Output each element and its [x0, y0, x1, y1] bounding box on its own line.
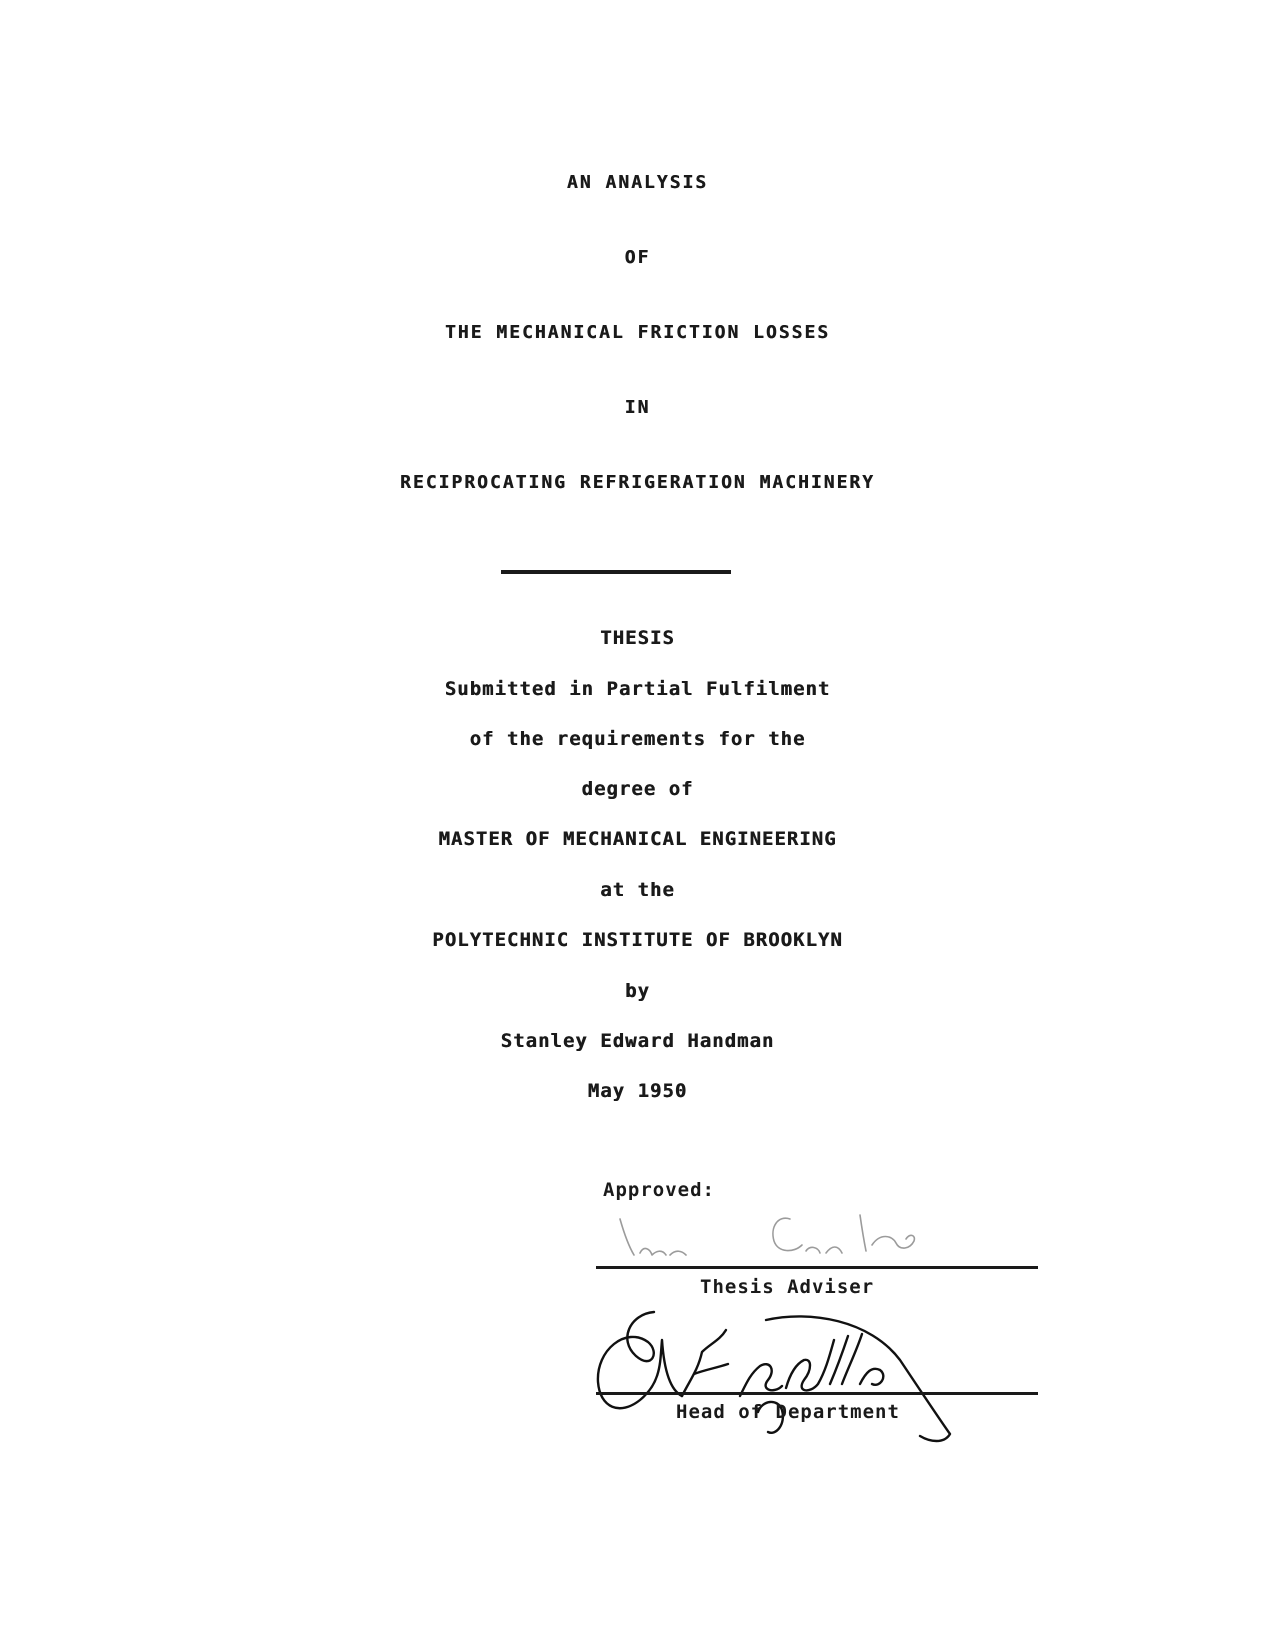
thesis-label: THESIS	[600, 627, 675, 649]
title-line-1: AN ANALYSIS	[566, 172, 709, 193]
degree-of-line: degree of	[581, 778, 694, 800]
adviser-signature-line	[596, 1266, 1038, 1269]
submitted-line: Submitted in Partial Fulfilment	[444, 678, 831, 700]
by-line: by	[625, 980, 650, 1002]
title-line-3: THE MECHANICAL FRICTION LOSSES	[444, 322, 831, 343]
title-line-5: RECIPROCATING REFRIGERATION MACHINERY	[400, 472, 875, 493]
title-line-4: IN	[624, 397, 651, 418]
department-head-signature	[590, 1300, 970, 1460]
submission-date: May 1950	[587, 1080, 688, 1102]
institution-name: POLYTECHNIC INSTITUTE OF BROOKLYN	[432, 929, 843, 951]
at-the-line: at the	[600, 879, 675, 901]
author-name: Stanley Edward Handman	[500, 1030, 775, 1052]
adviser-signature	[610, 1205, 990, 1275]
title-divider	[501, 570, 731, 574]
title-line-2: OF	[624, 247, 651, 268]
department-head-signature-line	[596, 1392, 1038, 1395]
degree-name: MASTER OF MECHANICAL ENGINEERING	[438, 828, 837, 850]
department-head-caption: Head of Department	[676, 1401, 900, 1423]
approved-label: Approved:	[603, 1179, 715, 1201]
requirements-line: of the requirements for the	[469, 728, 806, 750]
adviser-caption: Thesis Adviser	[700, 1276, 875, 1298]
